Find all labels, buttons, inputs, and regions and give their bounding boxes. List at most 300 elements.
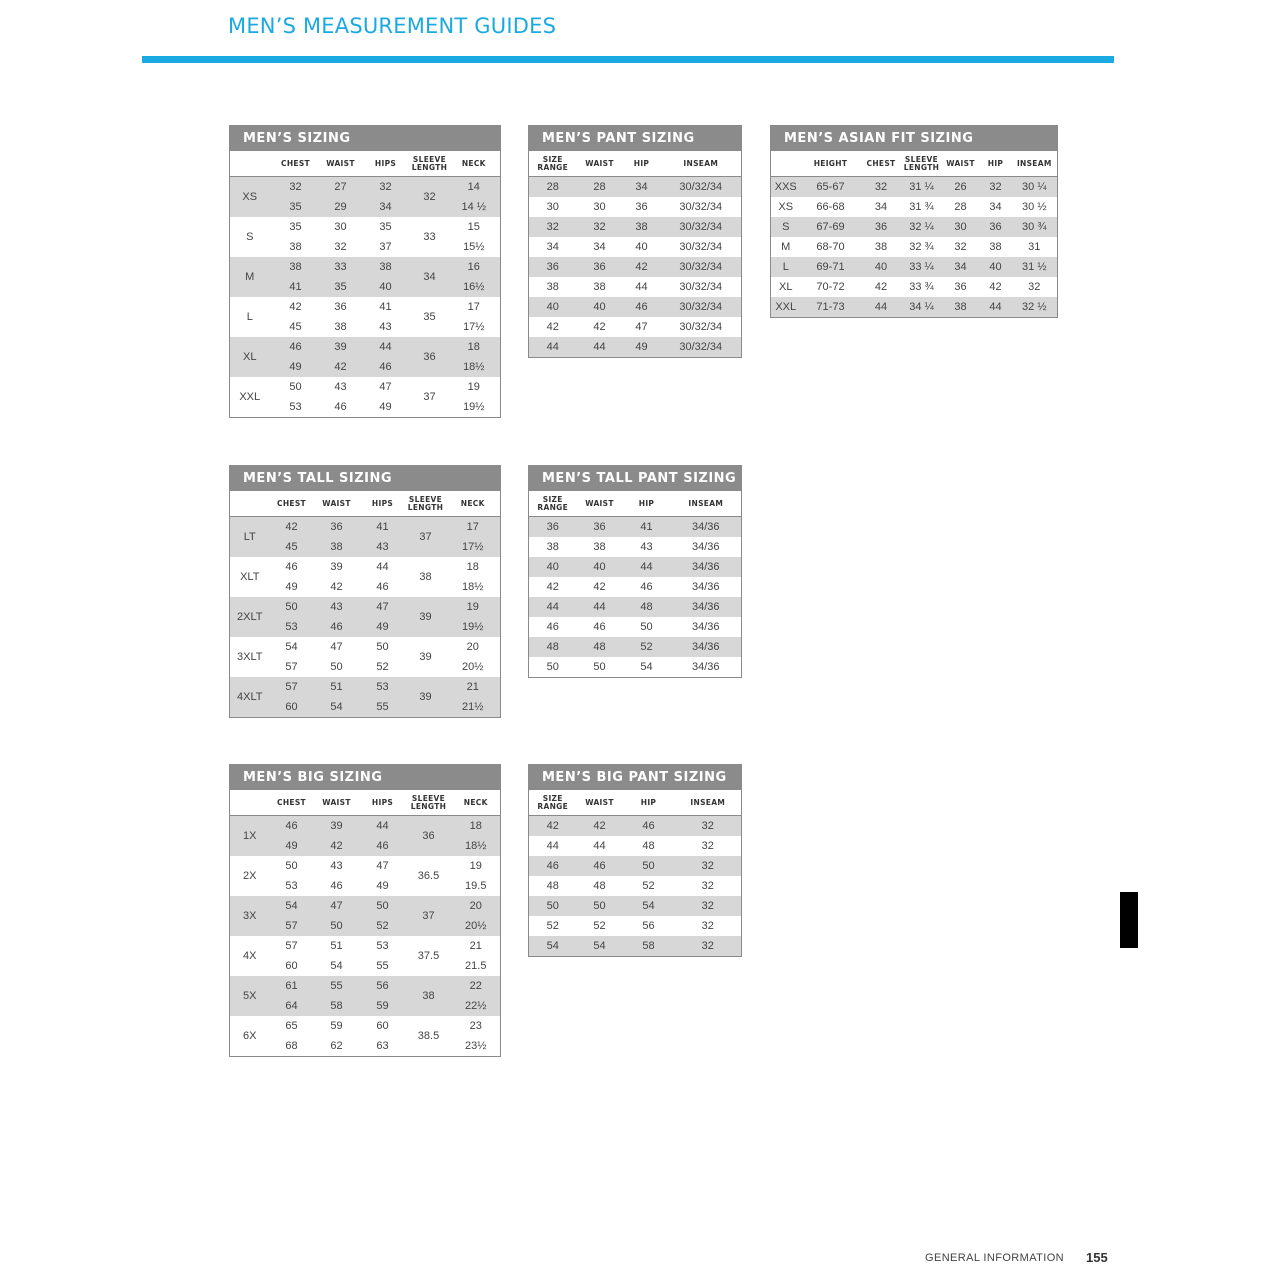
column-header: WAIST bbox=[314, 491, 360, 517]
size-label: 1X bbox=[230, 816, 270, 857]
neck-value: 20 bbox=[466, 641, 479, 653]
mens-asian-fit-sizing-table bbox=[770, 125, 1058, 318]
table-row bbox=[529, 197, 742, 217]
table-row bbox=[230, 916, 501, 936]
cell-value: 48 bbox=[546, 880, 559, 892]
hips-value: 49 bbox=[379, 401, 392, 413]
table-row bbox=[230, 577, 501, 597]
waist-value: 43 bbox=[334, 381, 347, 393]
footer-page-number: 155 bbox=[1086, 1250, 1108, 1265]
hips-value: 53 bbox=[376, 940, 389, 952]
table-title: MEN’S ASIAN FIT SIZING bbox=[771, 126, 1058, 152]
cell-value: 32 bbox=[861, 177, 902, 198]
cell-value: 32 bbox=[954, 241, 967, 253]
table-row bbox=[529, 876, 742, 896]
waist-value: 27 bbox=[322, 177, 360, 198]
cell-value: 30/32/34 bbox=[661, 217, 742, 237]
column-header: CHEST bbox=[270, 151, 322, 177]
sleeve-length-value: 37.5 bbox=[417, 950, 440, 962]
cell-value: 30/32/34 bbox=[661, 337, 742, 358]
table-row bbox=[230, 956, 501, 976]
neck-value: 18½ bbox=[448, 357, 501, 377]
cell-value: 48 bbox=[642, 840, 655, 852]
cell-value: 32 bbox=[675, 896, 742, 916]
hips-value: 47 bbox=[379, 381, 392, 393]
cell-value: 30/32/34 bbox=[661, 257, 742, 277]
cell-value: 40 bbox=[635, 241, 648, 253]
table-row bbox=[529, 637, 742, 657]
sleeve-length-value: 32 bbox=[412, 177, 448, 218]
neck-value: 17½ bbox=[463, 321, 485, 333]
hips-value: 55 bbox=[360, 697, 406, 718]
cell-value: 50 bbox=[546, 661, 559, 673]
chest-value: 68 bbox=[285, 1040, 298, 1052]
hips-value: 49 bbox=[376, 880, 389, 892]
cell-value: 30/32/34 bbox=[661, 297, 742, 317]
table-row bbox=[230, 277, 501, 297]
table-row bbox=[771, 237, 1058, 257]
waist-value: 39 bbox=[322, 337, 360, 357]
hips-value: 38 bbox=[360, 257, 412, 277]
table-row bbox=[529, 617, 742, 637]
size-label: 3XLT bbox=[237, 651, 263, 663]
table-title: MEN’S SIZING bbox=[230, 126, 501, 152]
cell-value: 69-71 bbox=[801, 257, 861, 277]
cell-value: 34 bbox=[989, 201, 1002, 213]
hips-value: 50 bbox=[376, 641, 389, 653]
cell-value: 67-69 bbox=[801, 217, 861, 237]
chest-value: 57 bbox=[270, 916, 314, 936]
waist-value: 42 bbox=[314, 836, 360, 856]
sleeve-length-value: 36 bbox=[406, 816, 452, 857]
column-header: WAIST bbox=[577, 790, 623, 816]
chest-value: 46 bbox=[270, 816, 314, 837]
cell-value: 30/32/34 bbox=[679, 321, 723, 333]
chest-value: 46 bbox=[270, 337, 322, 357]
cell-value: 32 bbox=[675, 936, 742, 957]
cell-value: 42 bbox=[874, 281, 888, 293]
chest-value: 60 bbox=[270, 697, 314, 718]
cell-value: 36 bbox=[980, 217, 1012, 237]
size-label: 6X bbox=[243, 1030, 257, 1042]
table-row bbox=[230, 697, 501, 718]
cell-value: 42 bbox=[577, 816, 623, 837]
table-row bbox=[230, 1036, 501, 1057]
table-row bbox=[230, 197, 501, 217]
column-header: WAIST bbox=[942, 151, 980, 177]
sleeve-length-value: 33 bbox=[423, 231, 436, 243]
table-row bbox=[771, 297, 1058, 318]
table-title: MEN’S TALL PANT SIZING bbox=[529, 466, 742, 492]
cell-value: 36 bbox=[954, 281, 967, 293]
table-row bbox=[771, 277, 1058, 297]
neck-value: 21 bbox=[446, 677, 501, 697]
waist-value: 30 bbox=[334, 221, 347, 233]
cell-value: 31 ½ bbox=[1012, 257, 1058, 277]
column-header: NECK bbox=[448, 151, 501, 177]
hips-value: 47 bbox=[376, 860, 389, 872]
cell-value: 70-72 bbox=[816, 281, 845, 293]
cell-value: 34/36 bbox=[671, 597, 742, 617]
hips-value: 50 bbox=[360, 896, 406, 916]
cell-value: XL bbox=[779, 281, 793, 293]
column-header: WAIST bbox=[322, 151, 360, 177]
cell-value: 30 bbox=[546, 201, 559, 213]
neck-value: 19½ bbox=[446, 617, 501, 637]
hips-value: 56 bbox=[360, 976, 406, 996]
cell-value: 42 bbox=[593, 581, 606, 593]
cell-value: 38 bbox=[989, 241, 1002, 253]
waist-value: 43 bbox=[314, 597, 360, 617]
sleeve-length-value: 37 bbox=[406, 517, 446, 558]
cell-value: 42 bbox=[529, 816, 577, 837]
cell-value: 52 bbox=[623, 637, 671, 657]
chest-value: 45 bbox=[270, 537, 314, 557]
cell-value: 44 bbox=[623, 557, 671, 577]
waist-value: 54 bbox=[314, 697, 360, 718]
cell-value: 34 bbox=[593, 241, 606, 253]
cell-value: 36 bbox=[529, 517, 577, 538]
chest-value: 53 bbox=[270, 617, 314, 637]
hips-value: 44 bbox=[360, 337, 412, 357]
neck-value: 18 bbox=[448, 337, 501, 357]
column-header: SIZE RANGE bbox=[529, 790, 577, 816]
chest-value: 49 bbox=[270, 357, 322, 377]
column-header: SLEEVE LENGTH bbox=[406, 790, 452, 816]
neck-value: 21 bbox=[469, 940, 482, 952]
waist-value: 58 bbox=[314, 996, 360, 1016]
table-row bbox=[230, 537, 501, 557]
page-title: MEN’S MEASUREMENT GUIDES bbox=[228, 14, 557, 38]
size-label: 2X bbox=[243, 870, 257, 882]
sleeve-length-value: 39 bbox=[406, 677, 446, 718]
cell-value: 28 bbox=[529, 177, 577, 198]
hips-value: 46 bbox=[360, 357, 412, 377]
neck-value: 21.5 bbox=[465, 960, 487, 972]
hips-value: 63 bbox=[376, 1040, 389, 1052]
cell-value: 46 bbox=[623, 297, 661, 317]
waist-value: 59 bbox=[330, 1020, 343, 1032]
cell-value: 50 bbox=[593, 661, 606, 673]
column-header: NECK bbox=[452, 790, 501, 816]
hips-value: 44 bbox=[376, 561, 389, 573]
size-label: XL bbox=[230, 337, 270, 377]
chest-value: 50 bbox=[285, 860, 298, 872]
cell-value: 30 bbox=[942, 217, 980, 237]
hips-value: 35 bbox=[379, 221, 392, 233]
neck-value: 18½ bbox=[452, 836, 501, 856]
chest-value: 42 bbox=[270, 517, 314, 538]
cell-value: 41 bbox=[623, 517, 671, 538]
neck-value: 17½ bbox=[446, 537, 501, 557]
table-row bbox=[230, 976, 501, 996]
waist-value: 36 bbox=[314, 517, 360, 538]
column-header: SLEEVE LENGTH bbox=[902, 151, 942, 177]
chest-value: 42 bbox=[289, 301, 302, 313]
table-row bbox=[230, 996, 501, 1016]
table-row bbox=[529, 517, 742, 538]
cell-value: 44 bbox=[635, 281, 648, 293]
waist-value: 39 bbox=[330, 561, 343, 573]
cell-value: 65-67 bbox=[801, 177, 861, 198]
size-label: 4XLT bbox=[230, 677, 270, 718]
table-row bbox=[230, 856, 501, 876]
table-row bbox=[230, 237, 501, 257]
table-row bbox=[230, 317, 501, 337]
cell-value: 46 bbox=[529, 856, 577, 876]
neck-value: 18 bbox=[466, 561, 479, 573]
table-row bbox=[230, 896, 501, 916]
table-row bbox=[771, 217, 1058, 237]
cell-value: 38 bbox=[593, 541, 606, 553]
cell-value: 30/32/34 bbox=[679, 281, 723, 293]
cell-value: 42 bbox=[623, 257, 661, 277]
sleeve-length-value: 34 bbox=[412, 257, 448, 297]
cell-value: 32 bbox=[577, 217, 623, 237]
hips-value: 47 bbox=[360, 597, 406, 617]
cell-value: 46 bbox=[640, 581, 653, 593]
column-header bbox=[771, 151, 801, 177]
table-row bbox=[230, 936, 501, 956]
cell-value: XXS bbox=[771, 177, 801, 198]
table-row bbox=[230, 657, 501, 677]
table-row bbox=[529, 597, 742, 617]
size-label: 2XLT bbox=[230, 597, 270, 637]
cell-value: 36 bbox=[529, 257, 577, 277]
size-label: XS bbox=[230, 177, 270, 218]
column-header: CHEST bbox=[270, 790, 314, 816]
size-label: XXL bbox=[239, 391, 261, 403]
column-header bbox=[230, 491, 270, 517]
cell-value: 44 bbox=[529, 337, 577, 358]
chest-value: 53 bbox=[285, 880, 298, 892]
cell-value: 34 bbox=[546, 241, 559, 253]
column-header: HEIGHT bbox=[801, 151, 861, 177]
cell-value: 36 bbox=[861, 217, 902, 237]
sleeve-length-value: 39 bbox=[419, 651, 432, 663]
neck-value: 16 bbox=[448, 257, 501, 277]
table-row bbox=[230, 377, 501, 397]
column-header: INSEAM bbox=[671, 491, 742, 517]
waist-value: 51 bbox=[330, 940, 343, 952]
waist-value: 54 bbox=[330, 960, 343, 972]
column-header: WAIST bbox=[577, 491, 623, 517]
neck-value: 22 bbox=[452, 976, 501, 996]
column-header: WAIST bbox=[577, 151, 623, 177]
table-row bbox=[230, 177, 501, 198]
cell-value: XS bbox=[778, 201, 794, 213]
table-title: MEN’S BIG PANT SIZING bbox=[529, 765, 742, 791]
cell-value: 34 ¼ bbox=[902, 297, 942, 318]
mens-sizing-table bbox=[229, 125, 501, 418]
waist-value: 32 bbox=[334, 241, 347, 253]
waist-value: 33 bbox=[322, 257, 360, 277]
table-title: MEN’S BIG SIZING bbox=[230, 765, 501, 791]
cell-value: 42 bbox=[593, 321, 606, 333]
neck-value: 17 bbox=[446, 517, 501, 538]
cell-value: 46 bbox=[577, 856, 623, 876]
cell-value: 36 bbox=[635, 201, 648, 213]
mens-pant-sizing-table bbox=[528, 125, 742, 358]
chest-value: 57 bbox=[270, 677, 314, 697]
column-header: INSEAM bbox=[1012, 151, 1058, 177]
cell-value: 34/36 bbox=[692, 541, 720, 553]
table-row bbox=[529, 237, 742, 257]
page-tab-marker bbox=[1120, 892, 1138, 948]
footer-section-label: GENERAL INFORMATION bbox=[925, 1252, 1064, 1264]
cell-value: 31 ¾ bbox=[909, 201, 934, 213]
waist-value: 38 bbox=[334, 321, 347, 333]
cell-value: 52 bbox=[642, 880, 655, 892]
cell-value: 34/36 bbox=[671, 637, 742, 657]
cell-value: 50 bbox=[577, 896, 623, 916]
cell-value: 47 bbox=[635, 321, 648, 333]
column-header: INSEAM bbox=[675, 790, 742, 816]
table-row bbox=[529, 816, 742, 837]
table-row bbox=[529, 257, 742, 277]
cell-value: 68-70 bbox=[816, 241, 845, 253]
chest-value: 50 bbox=[289, 381, 302, 393]
table-row bbox=[230, 297, 501, 317]
cell-value: 31 ¼ bbox=[902, 177, 942, 198]
size-label: 3X bbox=[230, 896, 270, 936]
neck-value: 19.5 bbox=[465, 880, 487, 892]
waist-value: 51 bbox=[314, 677, 360, 697]
waist-value: 50 bbox=[330, 661, 343, 673]
cell-value: 42 bbox=[546, 321, 559, 333]
size-label: 5X bbox=[230, 976, 270, 1016]
column-header: HIP bbox=[623, 491, 671, 517]
hips-value: 55 bbox=[376, 960, 389, 972]
neck-value: 20½ bbox=[452, 916, 501, 936]
cell-value: 58 bbox=[623, 936, 675, 957]
column-header: CHEST bbox=[270, 491, 314, 517]
column-header: SLEEVE LENGTH bbox=[412, 151, 448, 177]
neck-value: 19 bbox=[469, 860, 482, 872]
cell-value: 38 bbox=[593, 281, 606, 293]
cell-value: 38 bbox=[546, 541, 559, 553]
cell-value: 40 bbox=[529, 557, 577, 577]
cell-value: 32 bbox=[529, 217, 577, 237]
neck-value: 21½ bbox=[446, 697, 501, 718]
cell-value: 32 ½ bbox=[1012, 297, 1058, 318]
column-header bbox=[230, 790, 270, 816]
hips-value: 44 bbox=[360, 816, 406, 837]
table-title: MEN’S TALL SIZING bbox=[230, 466, 501, 492]
waist-value: 46 bbox=[334, 401, 347, 413]
waist-value: 46 bbox=[314, 617, 360, 637]
chest-value: 53 bbox=[289, 401, 302, 413]
table-row bbox=[230, 357, 501, 377]
neck-value: 15 bbox=[467, 221, 480, 233]
size-label: S bbox=[246, 231, 254, 243]
cell-value: 66-68 bbox=[816, 201, 845, 213]
table-row bbox=[230, 397, 501, 418]
hips-value: 41 bbox=[360, 517, 406, 538]
hips-value: 34 bbox=[360, 197, 412, 217]
waist-value: 46 bbox=[330, 880, 343, 892]
table-row bbox=[230, 517, 501, 538]
column-header: HIP bbox=[623, 151, 661, 177]
neck-value: 22½ bbox=[452, 996, 501, 1016]
cell-value: 30/32/34 bbox=[679, 241, 723, 253]
chest-value: 41 bbox=[270, 277, 322, 297]
cell-value: 44 bbox=[593, 840, 606, 852]
table-row bbox=[529, 936, 742, 957]
cell-value: 50 bbox=[623, 856, 675, 876]
cell-value: 54 bbox=[623, 896, 675, 916]
title-rule bbox=[142, 56, 1114, 63]
cell-value: 34 bbox=[942, 257, 980, 277]
sleeve-length-value: 37 bbox=[406, 896, 452, 936]
chest-value: 57 bbox=[285, 940, 298, 952]
cell-value: 40 bbox=[529, 297, 577, 317]
hips-value: 43 bbox=[379, 321, 392, 333]
table-row bbox=[529, 836, 742, 856]
chest-value: 46 bbox=[285, 561, 298, 573]
sleeve-length-value: 38.5 bbox=[417, 1030, 440, 1042]
cell-value: 32 ¾ bbox=[909, 241, 934, 253]
waist-value: 36 bbox=[334, 301, 347, 313]
cell-value: 38 bbox=[942, 297, 980, 318]
table-row bbox=[529, 557, 742, 577]
cell-value: 36 bbox=[577, 257, 623, 277]
mens-tall-pant-sizing-table bbox=[528, 465, 742, 678]
chest-value: 35 bbox=[289, 221, 302, 233]
neck-value: 19½ bbox=[463, 401, 485, 413]
cell-value: 40 bbox=[577, 297, 623, 317]
neck-value: 23 bbox=[469, 1020, 482, 1032]
column-header: NECK bbox=[446, 491, 501, 517]
cell-value: 31 bbox=[1028, 241, 1041, 253]
sleeve-length-value: 38 bbox=[406, 976, 452, 1016]
table-row bbox=[529, 537, 742, 557]
waist-value: 47 bbox=[330, 641, 343, 653]
hips-value: 40 bbox=[360, 277, 412, 297]
waist-value: 47 bbox=[314, 896, 360, 916]
cell-value: 44 bbox=[980, 297, 1012, 318]
cell-value: 46 bbox=[593, 621, 606, 633]
cell-value: 32 ¼ bbox=[902, 217, 942, 237]
column-header: SLEEVE LENGTH bbox=[406, 491, 446, 517]
chest-value: 54 bbox=[270, 896, 314, 916]
mens-big-sizing-table bbox=[229, 764, 501, 1057]
table-row bbox=[529, 177, 742, 198]
cell-value: 32 bbox=[701, 840, 714, 852]
cell-value: 32 bbox=[980, 177, 1012, 198]
hips-value: 43 bbox=[360, 537, 406, 557]
table-row bbox=[771, 177, 1058, 198]
chest-value: 35 bbox=[270, 197, 322, 217]
column-header: INSEAM bbox=[661, 151, 742, 177]
chest-value: 60 bbox=[285, 960, 298, 972]
waist-value: 55 bbox=[314, 976, 360, 996]
chest-value: 32 bbox=[270, 177, 322, 198]
table-row bbox=[230, 217, 501, 237]
column-header: HIPS bbox=[360, 790, 406, 816]
cell-value: 33 ¾ bbox=[909, 281, 934, 293]
chest-value: 54 bbox=[285, 641, 298, 653]
cell-value: 48 bbox=[577, 637, 623, 657]
waist-value: 42 bbox=[330, 581, 343, 593]
cell-value: M bbox=[781, 241, 791, 253]
cell-value: 48 bbox=[529, 637, 577, 657]
table-row bbox=[529, 856, 742, 876]
cell-value: 32 bbox=[1028, 281, 1041, 293]
waist-value: 62 bbox=[330, 1040, 343, 1052]
table-row bbox=[230, 1016, 501, 1036]
cell-value: 34 bbox=[874, 201, 888, 213]
